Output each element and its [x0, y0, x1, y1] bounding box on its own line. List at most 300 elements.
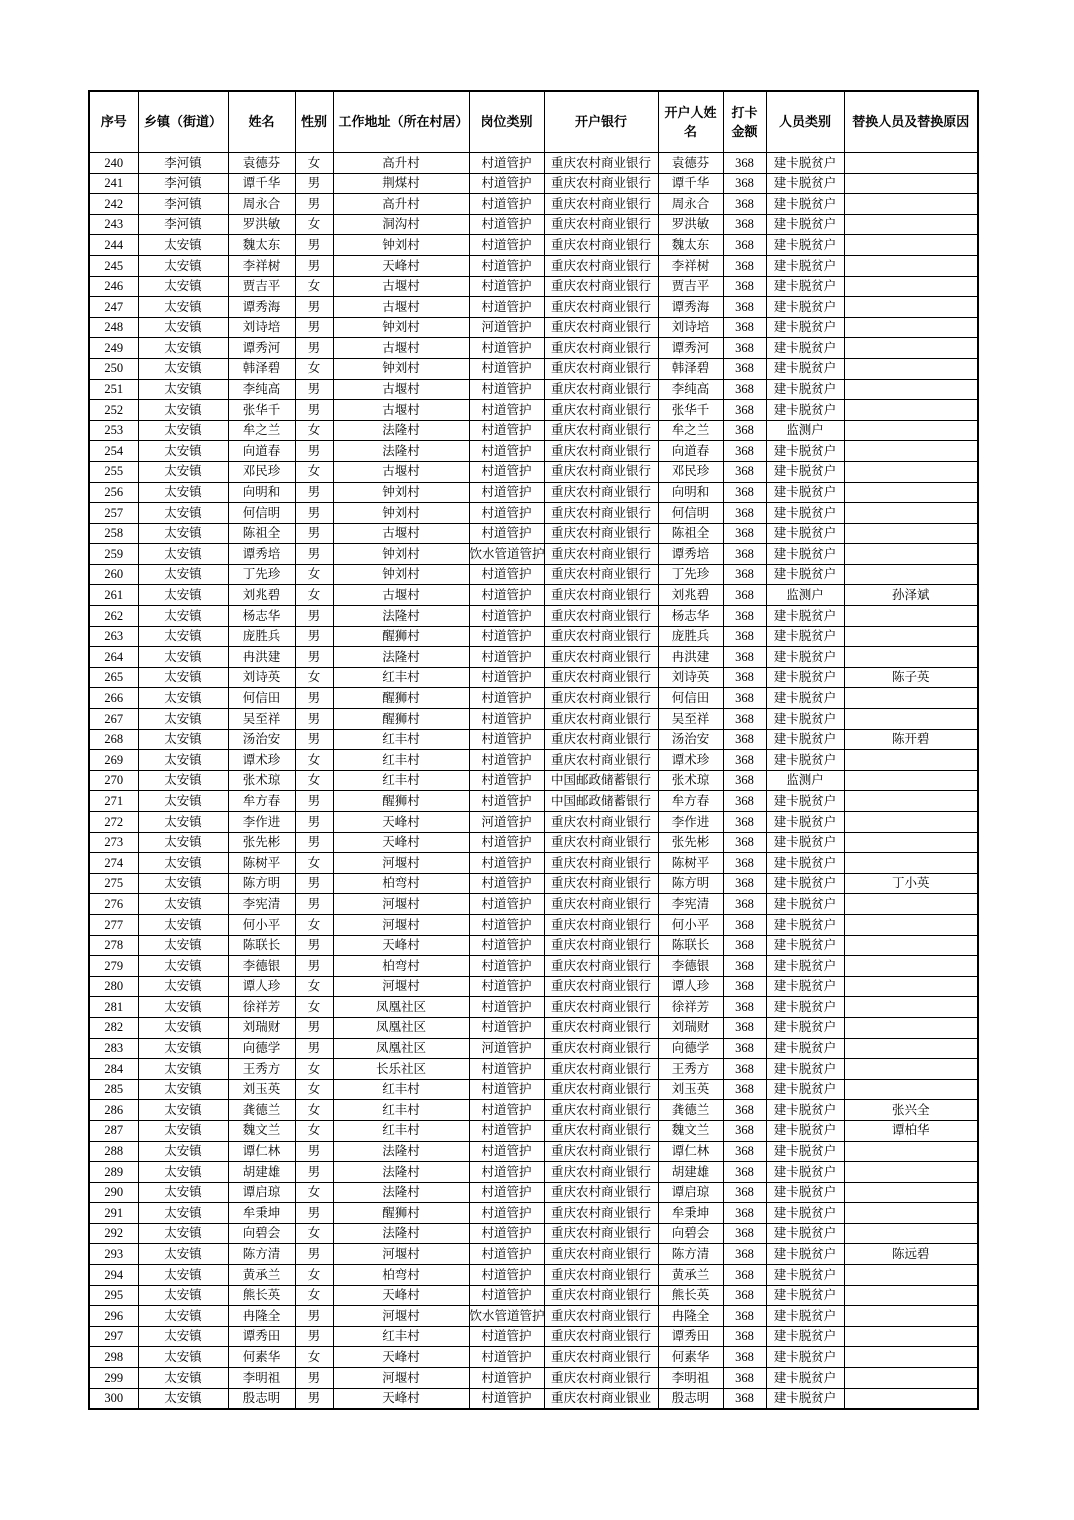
cell-amount: 368: [723, 544, 766, 565]
cell-account_name: 谭千华: [658, 173, 723, 194]
cell-category: 建卡脱贫户: [766, 564, 844, 585]
cell-no: 284: [89, 1059, 138, 1080]
cell-replacement: [844, 564, 978, 585]
cell-position: 村道管护: [469, 1120, 544, 1141]
cell-village: 红丰村: [333, 1079, 469, 1100]
cell-no: 242: [89, 194, 138, 215]
cell-amount: 368: [723, 317, 766, 338]
cell-name: 张华千: [228, 400, 295, 421]
cell-gender: 男: [295, 297, 333, 318]
cell-gender: 男: [295, 1141, 333, 1162]
cell-amount: 368: [723, 606, 766, 627]
cell-replacement: [844, 832, 978, 853]
cell-position: 村道管护: [469, 297, 544, 318]
column-header-village: 工作地址（所在村居）: [333, 91, 469, 153]
column-header-amount: 打卡金额: [723, 91, 766, 153]
cell-bank: 重庆农村商业银业: [544, 1388, 658, 1409]
cell-account_name: 胡建雄: [658, 1162, 723, 1183]
cell-account_name: 牟秉坤: [658, 1203, 723, 1224]
cell-account_name: 谭启琼: [658, 1182, 723, 1203]
cell-category: 建卡脱贫户: [766, 235, 844, 256]
cell-bank: 重庆农村商业银行: [544, 606, 658, 627]
cell-name: 李宪清: [228, 894, 295, 915]
cell-no: 286: [89, 1100, 138, 1121]
cell-replacement: [844, 1162, 978, 1183]
roster-table: [88, 90, 979, 1410]
table-row: [89, 626, 978, 647]
cell-bank: 重庆农村商业银行: [544, 1347, 658, 1368]
cell-gender: 女: [295, 1120, 333, 1141]
cell-replacement: [844, 1203, 978, 1224]
cell-village: 法隆村: [333, 1141, 469, 1162]
cell-position: 村道管护: [469, 729, 544, 750]
cell-category: 建卡脱贫户: [766, 647, 844, 668]
cell-no: 277: [89, 914, 138, 935]
cell-gender: 男: [295, 523, 333, 544]
cell-amount: 368: [723, 894, 766, 915]
cell-name: 冉洪建: [228, 647, 295, 668]
table-row: [89, 1120, 978, 1141]
cell-category: 建卡脱贫户: [766, 1326, 844, 1347]
cell-account_name: 袁德芬: [658, 153, 723, 174]
cell-village: 柏弯村: [333, 1265, 469, 1286]
cell-township: 太安镇: [138, 255, 228, 276]
cell-account_name: 冉隆全: [658, 1306, 723, 1327]
cell-amount: 368: [723, 1038, 766, 1059]
cell-bank: 重庆农村商业银行: [544, 1203, 658, 1224]
cell-account_name: 李宪清: [658, 894, 723, 915]
cell-bank: 重庆农村商业银行: [544, 832, 658, 853]
cell-category: 建卡脱贫户: [766, 791, 844, 812]
cell-position: 村道管护: [469, 441, 544, 462]
cell-township: 太安镇: [138, 770, 228, 791]
table-header-row: [89, 91, 978, 153]
cell-amount: 368: [723, 626, 766, 647]
cell-category: 建卡脱贫户: [766, 853, 844, 874]
cell-replacement: [844, 997, 978, 1018]
cell-bank: 重庆农村商业银行: [544, 173, 658, 194]
cell-township: 太安镇: [138, 894, 228, 915]
table-row: [89, 1079, 978, 1100]
cell-name: 魏太东: [228, 235, 295, 256]
cell-bank: 重庆农村商业银行: [544, 338, 658, 359]
cell-no: 258: [89, 523, 138, 544]
table-row: [89, 791, 978, 812]
cell-account_name: 吴至祥: [658, 709, 723, 730]
table-row: [89, 482, 978, 503]
cell-name: 陈树平: [228, 853, 295, 874]
cell-village: 古堰村: [333, 379, 469, 400]
cell-account_name: 何小平: [658, 914, 723, 935]
cell-account_name: 何素华: [658, 1347, 723, 1368]
cell-no: 248: [89, 317, 138, 338]
cell-village: 钟刘村: [333, 482, 469, 503]
cell-category: 建卡脱贫户: [766, 482, 844, 503]
cell-township: 太安镇: [138, 667, 228, 688]
cell-bank: 重庆农村商业银行: [544, 1059, 658, 1080]
cell-township: 李河镇: [138, 194, 228, 215]
cell-amount: 368: [723, 1244, 766, 1265]
cell-no: 275: [89, 873, 138, 894]
cell-bank: 重庆农村商业银行: [544, 194, 658, 215]
cell-bank: 重庆农村商业银行: [544, 626, 658, 647]
cell-amount: 368: [723, 1223, 766, 1244]
cell-position: 村道管护: [469, 214, 544, 235]
cell-account_name: 陈方清: [658, 1244, 723, 1265]
cell-category: 建卡脱贫户: [766, 358, 844, 379]
cell-name: 胡建雄: [228, 1162, 295, 1183]
cell-village: 天峰村: [333, 255, 469, 276]
cell-category: 建卡脱贫户: [766, 255, 844, 276]
cell-bank: 重庆农村商业银行: [544, 1244, 658, 1265]
cell-replacement: [844, 1079, 978, 1100]
cell-gender: 女: [295, 853, 333, 874]
cell-account_name: 谭秀海: [658, 297, 723, 318]
cell-amount: 368: [723, 585, 766, 606]
cell-position: 村道管护: [469, 564, 544, 585]
cell-position: 饮水管道管护: [469, 1306, 544, 1327]
cell-village: 法隆村: [333, 441, 469, 462]
cell-gender: 男: [295, 626, 333, 647]
cell-township: 太安镇: [138, 1244, 228, 1265]
cell-account_name: 向道春: [658, 441, 723, 462]
cell-position: 村道管护: [469, 338, 544, 359]
table-row: [89, 1203, 978, 1224]
cell-township: 太安镇: [138, 564, 228, 585]
cell-bank: 重庆农村商业银行: [544, 1141, 658, 1162]
cell-account_name: 刘玉英: [658, 1079, 723, 1100]
cell-account_name: 刘诗培: [658, 317, 723, 338]
cell-bank: 重庆农村商业银行: [544, 1285, 658, 1306]
cell-amount: 368: [723, 935, 766, 956]
cell-category: 建卡脱贫户: [766, 812, 844, 833]
cell-position: 村道管护: [469, 832, 544, 853]
cell-gender: 男: [295, 379, 333, 400]
cell-position: 村道管护: [469, 1326, 544, 1347]
cell-gender: 男: [295, 873, 333, 894]
cell-replacement: [844, 688, 978, 709]
cell-name: 向道春: [228, 441, 295, 462]
table-row: [89, 338, 978, 359]
cell-village: 河堰村: [333, 853, 469, 874]
cell-no: 263: [89, 626, 138, 647]
cell-no: 288: [89, 1141, 138, 1162]
cell-position: 村道管护: [469, 853, 544, 874]
cell-replacement: [844, 255, 978, 276]
cell-name: 李纯高: [228, 379, 295, 400]
cell-replacement: [844, 358, 978, 379]
cell-account_name: 邓民珍: [658, 461, 723, 482]
cell-no: 240: [89, 153, 138, 174]
cell-no: 257: [89, 503, 138, 524]
table-header: [89, 91, 978, 153]
cell-amount: 368: [723, 564, 766, 585]
cell-gender: 女: [295, 1285, 333, 1306]
cell-amount: 368: [723, 379, 766, 400]
cell-name: 熊长英: [228, 1285, 295, 1306]
cell-account_name: 谭秀田: [658, 1326, 723, 1347]
cell-name: 张先彬: [228, 832, 295, 853]
cell-replacement: [844, 1285, 978, 1306]
cell-gender: 女: [295, 214, 333, 235]
cell-account_name: 向德学: [658, 1038, 723, 1059]
cell-replacement: [844, 1347, 978, 1368]
cell-gender: 女: [295, 1079, 333, 1100]
cell-replacement: [844, 1017, 978, 1038]
cell-position: 村道管护: [469, 1388, 544, 1409]
table-row: [89, 688, 978, 709]
cell-bank: 重庆农村商业银行: [544, 420, 658, 441]
cell-position: 村道管护: [469, 1223, 544, 1244]
table-row: [89, 503, 978, 524]
table-row: [89, 1162, 978, 1183]
cell-category: 建卡脱贫户: [766, 1162, 844, 1183]
cell-township: 太安镇: [138, 997, 228, 1018]
cell-name: 李明祖: [228, 1368, 295, 1389]
cell-township: 太安镇: [138, 235, 228, 256]
cell-village: 醒狮村: [333, 626, 469, 647]
cell-name: 刘玉英: [228, 1079, 295, 1100]
cell-village: 天峰村: [333, 1285, 469, 1306]
cell-village: 红丰村: [333, 1100, 469, 1121]
cell-village: 古堰村: [333, 523, 469, 544]
cell-village: 古堰村: [333, 585, 469, 606]
table-row: [89, 1244, 978, 1265]
cell-name: 殷志明: [228, 1388, 295, 1409]
cell-name: 韩泽碧: [228, 358, 295, 379]
cell-name: 张术琼: [228, 770, 295, 791]
cell-gender: 女: [295, 976, 333, 997]
cell-township: 太安镇: [138, 688, 228, 709]
cell-bank: 重庆农村商业银行: [544, 750, 658, 771]
cell-account_name: 贾吉平: [658, 276, 723, 297]
cell-category: 建卡脱贫户: [766, 503, 844, 524]
cell-amount: 368: [723, 853, 766, 874]
cell-name: 贾吉平: [228, 276, 295, 297]
table-row: [89, 585, 978, 606]
cell-bank: 重庆农村商业银行: [544, 997, 658, 1018]
table-row: [89, 1223, 978, 1244]
cell-no: 255: [89, 461, 138, 482]
table-row: [89, 1017, 978, 1038]
cell-bank: 重庆农村商业银行: [544, 1265, 658, 1286]
cell-gender: 女: [295, 1265, 333, 1286]
cell-township: 太安镇: [138, 812, 228, 833]
cell-amount: 368: [723, 976, 766, 997]
cell-category: 建卡脱贫户: [766, 544, 844, 565]
cell-village: 红丰村: [333, 1120, 469, 1141]
cell-replacement: [844, 812, 978, 833]
cell-position: 村道管护: [469, 1141, 544, 1162]
cell-category: 建卡脱贫户: [766, 1141, 844, 1162]
cell-gender: 女: [295, 420, 333, 441]
cell-replacement: [844, 956, 978, 977]
cell-village: 河堰村: [333, 1244, 469, 1265]
cell-bank: 重庆农村商业银行: [544, 1182, 658, 1203]
cell-replacement: [844, 894, 978, 915]
cell-no: 266: [89, 688, 138, 709]
cell-account_name: 张术琼: [658, 770, 723, 791]
cell-gender: 女: [295, 153, 333, 174]
cell-account_name: 谭仁林: [658, 1141, 723, 1162]
cell-village: 钟刘村: [333, 544, 469, 565]
table-row: [89, 1347, 978, 1368]
table-row: [89, 976, 978, 997]
cell-no: 246: [89, 276, 138, 297]
cell-gender: 女: [295, 770, 333, 791]
cell-bank: 重庆农村商业银行: [544, 667, 658, 688]
cell-bank: 重庆农村商业银行: [544, 729, 658, 750]
table-row: [89, 956, 978, 977]
cell-amount: 368: [723, 1079, 766, 1100]
cell-village: 天峰村: [333, 832, 469, 853]
cell-village: 河堰村: [333, 976, 469, 997]
cell-replacement: [844, 420, 978, 441]
cell-township: 李河镇: [138, 153, 228, 174]
cell-village: 天峰村: [333, 812, 469, 833]
cell-replacement: [844, 194, 978, 215]
cell-bank: 重庆农村商业银行: [544, 544, 658, 565]
cell-category: 建卡脱贫户: [766, 317, 844, 338]
cell-township: 太安镇: [138, 1017, 228, 1038]
cell-gender: 男: [295, 1244, 333, 1265]
cell-amount: 368: [723, 997, 766, 1018]
cell-position: 饮水管道管护: [469, 544, 544, 565]
cell-position: 村道管护: [469, 255, 544, 276]
cell-category: 建卡脱贫户: [766, 976, 844, 997]
cell-township: 太安镇: [138, 1100, 228, 1121]
cell-name: 何信明: [228, 503, 295, 524]
cell-category: 建卡脱贫户: [766, 523, 844, 544]
cell-gender: 男: [295, 1388, 333, 1409]
cell-no: 273: [89, 832, 138, 853]
cell-account_name: 李纯高: [658, 379, 723, 400]
cell-no: 256: [89, 482, 138, 503]
cell-gender: 男: [295, 1203, 333, 1224]
cell-account_name: 谭秀培: [658, 544, 723, 565]
cell-account_name: 黄承兰: [658, 1265, 723, 1286]
cell-category: 建卡脱贫户: [766, 214, 844, 235]
cell-category: 建卡脱贫户: [766, 606, 844, 627]
cell-replacement: [844, 1182, 978, 1203]
cell-no: 279: [89, 956, 138, 977]
cell-account_name: 刘兆碧: [658, 585, 723, 606]
cell-name: 邓民珍: [228, 461, 295, 482]
cell-name: 李德银: [228, 956, 295, 977]
cell-bank: 重庆农村商业银行: [544, 935, 658, 956]
cell-account_name: 李明祖: [658, 1368, 723, 1389]
cell-name: 刘兆碧: [228, 585, 295, 606]
table-row: [89, 894, 978, 915]
table-row: [89, 1306, 978, 1327]
cell-village: 钟刘村: [333, 317, 469, 338]
cell-no: 299: [89, 1368, 138, 1389]
cell-no: 292: [89, 1223, 138, 1244]
table-row: [89, 235, 978, 256]
cell-account_name: 向碧会: [658, 1223, 723, 1244]
cell-amount: 368: [723, 523, 766, 544]
table-row: [89, 379, 978, 400]
cell-bank: 重庆农村商业银行: [544, 1038, 658, 1059]
cell-bank: 重庆农村商业银行: [544, 709, 658, 730]
cell-account_name: 谭秀河: [658, 338, 723, 359]
cell-bank: 重庆农村商业银行: [544, 523, 658, 544]
cell-category: 建卡脱贫户: [766, 873, 844, 894]
cell-position: 村道管护: [469, 358, 544, 379]
table-row: [89, 420, 978, 441]
table-row: [89, 729, 978, 750]
cell-village: 醒狮村: [333, 791, 469, 812]
cell-township: 太安镇: [138, 1162, 228, 1183]
cell-position: 村道管护: [469, 1244, 544, 1265]
cell-position: 村道管护: [469, 667, 544, 688]
cell-position: 村道管护: [469, 935, 544, 956]
cell-category: 建卡脱贫户: [766, 1285, 844, 1306]
cell-village: 荆煤村: [333, 173, 469, 194]
cell-no: 250: [89, 358, 138, 379]
cell-no: 285: [89, 1079, 138, 1100]
cell-category: 建卡脱贫户: [766, 1182, 844, 1203]
cell-amount: 368: [723, 482, 766, 503]
cell-township: 太安镇: [138, 1265, 228, 1286]
cell-replacement: [844, 338, 978, 359]
cell-category: 建卡脱贫户: [766, 729, 844, 750]
cell-township: 太安镇: [138, 791, 228, 812]
cell-replacement: [844, 441, 978, 462]
cell-category: 建卡脱贫户: [766, 750, 844, 771]
column-header-gender: 性别: [295, 91, 333, 153]
cell-account_name: 陈方明: [658, 873, 723, 894]
cell-amount: 368: [723, 441, 766, 462]
cell-account_name: 罗洪敏: [658, 214, 723, 235]
cell-gender: 男: [295, 894, 333, 915]
cell-township: 太安镇: [138, 461, 228, 482]
cell-township: 太安镇: [138, 297, 228, 318]
cell-no: 276: [89, 894, 138, 915]
cell-name: 谭术珍: [228, 750, 295, 771]
cell-amount: 368: [723, 276, 766, 297]
column-header-position: 岗位类别: [469, 91, 544, 153]
cell-bank: 重庆农村商业银行: [544, 441, 658, 462]
cell-no: 298: [89, 1347, 138, 1368]
cell-amount: 368: [723, 667, 766, 688]
cell-replacement: [844, 544, 978, 565]
cell-account_name: 牟之兰: [658, 420, 723, 441]
cell-account_name: 陈联长: [658, 935, 723, 956]
cell-account_name: 周永合: [658, 194, 723, 215]
table-row: [89, 255, 978, 276]
cell-no: 282: [89, 1017, 138, 1038]
cell-no: 289: [89, 1162, 138, 1183]
cell-township: 太安镇: [138, 276, 228, 297]
cell-township: 太安镇: [138, 935, 228, 956]
table-row: [89, 317, 978, 338]
cell-account_name: 魏文兰: [658, 1120, 723, 1141]
cell-account_name: 谭人珍: [658, 976, 723, 997]
cell-category: 建卡脱贫户: [766, 1388, 844, 1409]
cell-position: 村道管护: [469, 791, 544, 812]
cell-village: 天峰村: [333, 1347, 469, 1368]
cell-bank: 重庆农村商业银行: [544, 153, 658, 174]
cell-amount: 368: [723, 1285, 766, 1306]
cell-replacement: [844, 935, 978, 956]
table-row: [89, 1388, 978, 1409]
cell-gender: 女: [295, 1059, 333, 1080]
cell-category: 建卡脱贫户: [766, 1306, 844, 1327]
cell-position: 村道管护: [469, 1162, 544, 1183]
cell-village: 醒狮村: [333, 688, 469, 709]
cell-gender: 男: [295, 606, 333, 627]
